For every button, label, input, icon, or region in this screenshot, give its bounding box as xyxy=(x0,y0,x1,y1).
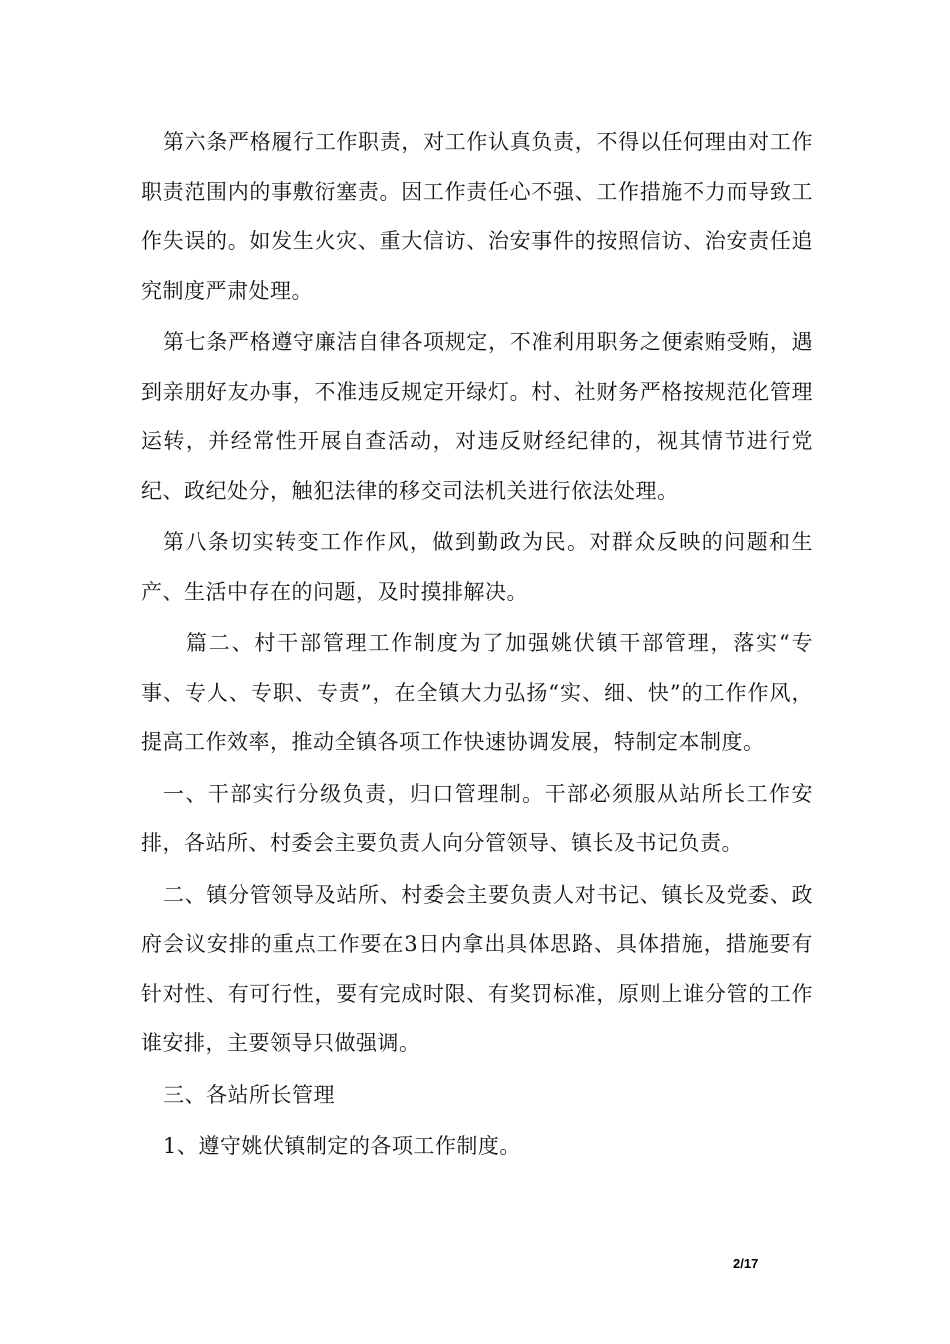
paragraph-section-3-heading: 三、各站所长管理 xyxy=(163,1082,335,1107)
page-number: 2/17 xyxy=(733,1256,759,1271)
document-body xyxy=(141,118,813,1174)
paragraph-article-8: 第八条切实转变工作作风，做到勤政为民。对群众反映的问题和生产、生活中存在的问题，及时摸排解决。 xyxy=(141,530,813,604)
paragraph-section-1: 一、干部实行分级负责，归口管理制。干部必须服从站所长工作安排，各站所、村委会主要负责人向分管领导、镇长及书记负责。 xyxy=(141,781,813,855)
paragraph-item-1: 1、遵守姚伏镇制定的各项工作制度。 xyxy=(163,1134,521,1158)
paragraph-article-7: 第七条严格遵守廉洁自律各项规定，不准利用职务之便索贿受贿，遇到亲朋好友办事，不准违反规定开绿灯。村、社财务严格按规范化管理运转，并经常性开展自查活动，对违反财经纪律的，视其情节进行党纪、政纪处分，触犯法律的移交司法机关进行依法处理。 xyxy=(141,330,813,503)
paragraph-article-6: 第六条严格履行工作职责，对工作认真负责，不得以任何理由对工作职责范围内的事敷衍塞责。因工作责任心不强、工作措施不力而导致工作失误的。如发生火灾、重大信访、治安事件的按照信访、治安责任追究制度严肃处理。 xyxy=(141,130,813,303)
paragraph-section-2: 二、镇分管领导及站所、村委会主要负责人对书记、镇长及党委、政府会议安排的重点工作要在3日内拿出具体思路、具体措施，措施要有针对性、有可行性，要有完成时限、有奖罚标准，原则上谁分管的工作谁安排，主要领导只做强调。 xyxy=(141,882,813,1055)
paragraph-chapter-2-intro: 篇二、村干部管理工作制度为了加强姚伏镇干部管理，落实“专事、专人、专职、专责”，在全镇大力弘扬“实、细、快”的工作作风，提高工作效率，推动全镇各项工作快速协调发展，特制定本制度。 xyxy=(141,631,813,754)
